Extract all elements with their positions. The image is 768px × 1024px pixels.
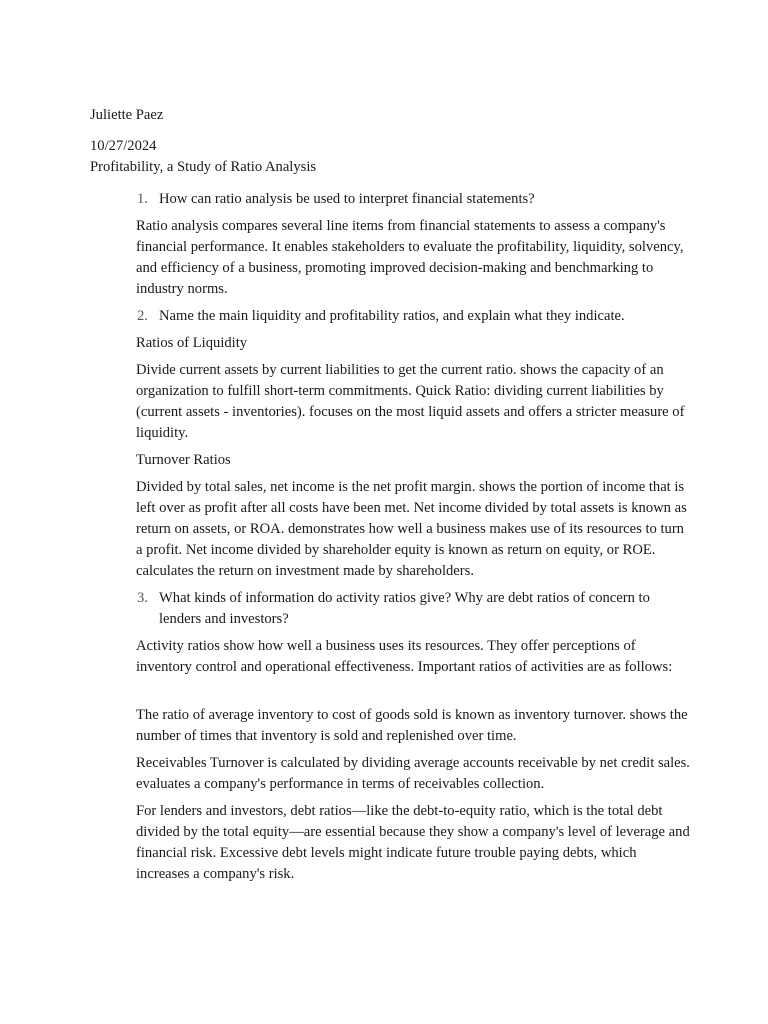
receivables-paragraph: Receivables Turnover is calculated by dividing average accounts receivable by net credit sales. evaluates a company's performance in terms of receivables collection. xyxy=(136,755,690,792)
question-1-number: 1. xyxy=(137,191,148,207)
author-name: Juliette Paez xyxy=(90,107,164,123)
liquidity-paragraph: Divide current assets by current liabilities to get the current ratio. shows the capacity of an organization to fulfill short-term commitments. Quick Ratio: dividing current liabilities by (current assets - inventories). focuses on the most liquid assets and offers a stricter measure of liquidity. xyxy=(136,362,685,441)
document-title: Profitability, a Study of Ratio Analysis xyxy=(90,159,317,175)
document-date: 10/27/2024 xyxy=(90,138,157,154)
blank-line xyxy=(136,684,692,705)
document-body xyxy=(136,189,692,891)
turnover-heading: Turnover Ratios xyxy=(136,452,231,468)
question-3-number: 3. xyxy=(137,590,148,606)
turnover-paragraph: Divided by total sales, net income is the net profit margin. shows the portion of income that is left over as profit after all costs have been met. Net income divided by total assets is known as return on assets, or ROA. demonstrates how well a business makes use of its resources to turn a profit. Net income divided by shareholder equity is known as return on equity, or ROE. calculates the return on investment made by shareholders. xyxy=(136,479,687,579)
liquidity-heading: Ratios of Liquidity xyxy=(136,335,248,351)
inventory-paragraph: The ratio of average inventory to cost of goods sold is known as inventory turnover. shows the number of times that inventory is sold and replenished over time. xyxy=(136,707,688,744)
debt-paragraph: For lenders and investors, debt ratios—like the debt-to-equity ratio, which is the total debt divided by the total equity—are essential because they show a company's level of leverage and financial risk. Excessive debt levels might indicate future trouble paying debts, which increases a company's risk. xyxy=(136,803,690,882)
question-2-text: Name the main liquidity and profitability ratios, and explain what they indicate. xyxy=(159,308,625,324)
question-1 xyxy=(136,189,692,210)
question-1-text: How can ratio analysis be used to interpret financial statements? xyxy=(159,191,535,207)
question-3 xyxy=(136,588,692,630)
question-2-number: 2. xyxy=(137,308,148,324)
activity-paragraph: Activity ratios show how well a business uses its resources. They offer perceptions of inventory control and operational effectiveness. Important ratios of activities are as follows: xyxy=(136,638,673,675)
answer-1: Ratio analysis compares several line items from financial statements to assess a company's financial performance. It enables stakeholders to evaluate the profitability, liquidity, solvency, and efficiency of a business, promoting improved decision-making and benchmarking to industry norms. xyxy=(136,218,684,297)
question-3-text: What kinds of information do activity ratios give? Why are debt ratios of concern to lenders and investors? xyxy=(159,590,650,627)
question-2 xyxy=(136,306,692,327)
